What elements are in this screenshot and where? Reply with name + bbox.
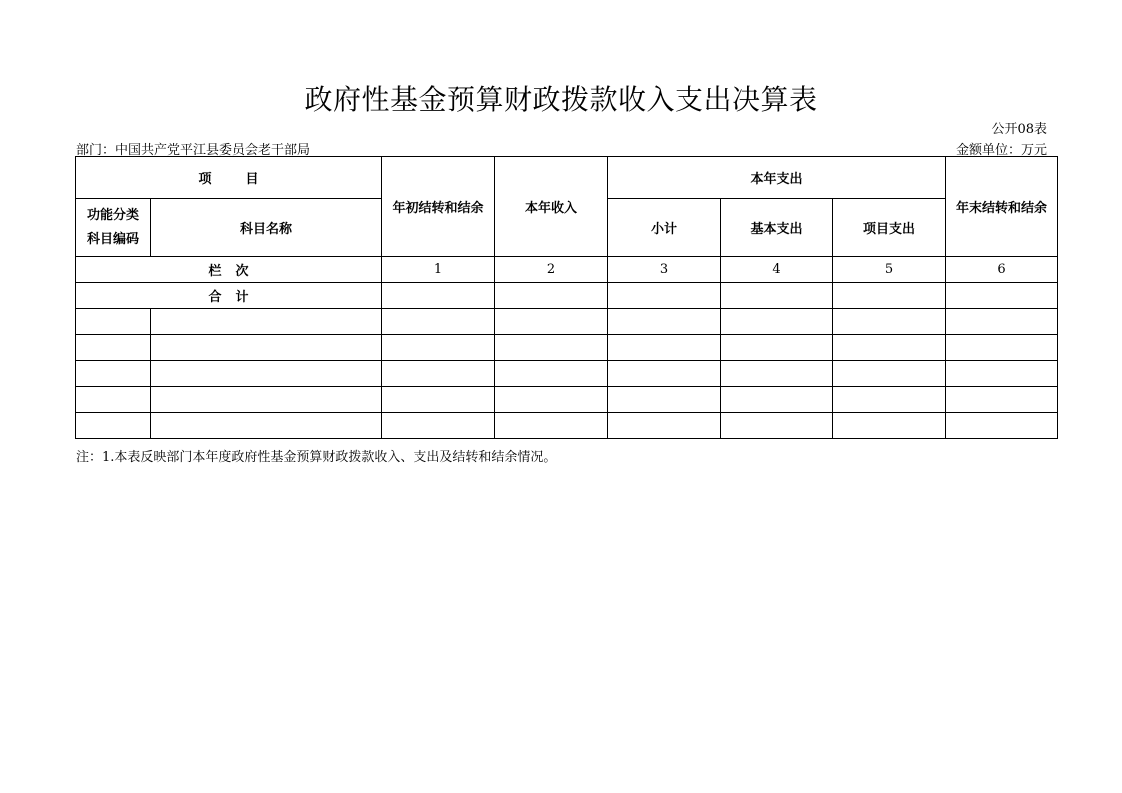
table-cell	[833, 413, 946, 439]
column-index-4: 4	[721, 257, 833, 283]
table-cell	[76, 335, 151, 361]
column-index-label	[76, 257, 382, 283]
table-cell	[382, 413, 495, 439]
table-cell	[382, 309, 495, 335]
table-cell	[721, 387, 833, 413]
total-row	[76, 283, 1058, 309]
amount-unit-label: 金额单位：万元	[955, 143, 1047, 158]
table-cell	[946, 335, 1058, 361]
table-cell	[382, 387, 495, 413]
subject-name-header: 科目名称	[151, 199, 382, 257]
table-cell	[946, 387, 1058, 413]
total-label-part1: 合	[208, 290, 222, 305]
column-index-6: 6	[946, 257, 1058, 283]
table-note: 注：1.本表反映部门本年度政府性基金预算财政拨款收入、支出及结转和结余情况。	[76, 450, 557, 465]
basic-expenditure-header: 基本支出	[721, 199, 833, 257]
project-expenditure-header: 项目支出	[833, 199, 946, 257]
table-cell	[382, 283, 495, 309]
table-row	[76, 335, 1058, 361]
function-code-line2: 科目编码	[86, 231, 139, 247]
table-cell	[495, 361, 608, 387]
table-cell	[382, 335, 495, 361]
table-cell	[151, 361, 382, 387]
table-row	[76, 309, 1058, 335]
table-cell	[946, 309, 1058, 335]
budget-table	[75, 156, 1058, 439]
table-cell	[608, 361, 721, 387]
table-row	[76, 413, 1058, 439]
table-cell	[721, 335, 833, 361]
column-index-3: 3	[608, 257, 721, 283]
table-cell	[151, 335, 382, 361]
table-cell	[608, 283, 721, 309]
total-label	[76, 283, 382, 309]
subtotal-header: 小计	[608, 199, 721, 257]
function-code-line1: 功能分类	[86, 207, 139, 223]
column-index-2: 2	[495, 257, 608, 283]
table-cell	[946, 361, 1058, 387]
item-header	[76, 157, 382, 199]
table-row	[76, 361, 1058, 387]
table-cell	[76, 361, 151, 387]
header-row-1	[76, 157, 1058, 199]
table-cell	[833, 387, 946, 413]
column-index-5: 5	[833, 257, 946, 283]
table-cell	[76, 387, 151, 413]
table-cell	[608, 309, 721, 335]
table-cell	[608, 387, 721, 413]
table-cell	[495, 413, 608, 439]
column-index-1: 1	[382, 257, 495, 283]
table-cell	[833, 361, 946, 387]
table-cell	[151, 387, 382, 413]
item-header-part2: 目	[245, 172, 259, 187]
table-cell	[151, 413, 382, 439]
table-cell	[608, 335, 721, 361]
table-row	[76, 387, 1058, 413]
total-label-part2: 计	[235, 290, 249, 305]
table-cell	[833, 335, 946, 361]
department-label: 部门：中国共产党平江县委员会老干部局	[76, 143, 311, 158]
table-cell	[721, 361, 833, 387]
opening-balance-header: 年初结转和结余	[382, 157, 495, 257]
page-title: 政府性基金预算财政拨款收入支出决算表	[304, 83, 818, 116]
table-cell	[495, 335, 608, 361]
table-cell	[721, 309, 833, 335]
table-cell	[382, 361, 495, 387]
closing-balance-header: 年末结转和结余	[946, 157, 1058, 257]
table-cell	[608, 413, 721, 439]
function-code-header	[76, 199, 151, 257]
table-cell	[946, 413, 1058, 439]
table-cell	[833, 309, 946, 335]
item-header-part1: 项	[198, 172, 212, 187]
table-cell	[76, 413, 151, 439]
column-index-label-part2: 次	[235, 264, 249, 279]
column-index-label-part1: 栏	[208, 264, 222, 279]
current-income-header: 本年收入	[495, 157, 608, 257]
table-cell	[721, 413, 833, 439]
table-cell	[721, 283, 833, 309]
table-cell	[76, 309, 151, 335]
table-cell	[495, 387, 608, 413]
column-index-row	[76, 257, 1058, 283]
form-code: 公开08表	[991, 122, 1047, 137]
table-cell	[833, 283, 946, 309]
table-cell	[495, 309, 608, 335]
table-cell	[495, 283, 608, 309]
current-expenditure-header: 本年支出	[608, 157, 946, 199]
table-cell	[151, 309, 382, 335]
table-cell	[946, 283, 1058, 309]
